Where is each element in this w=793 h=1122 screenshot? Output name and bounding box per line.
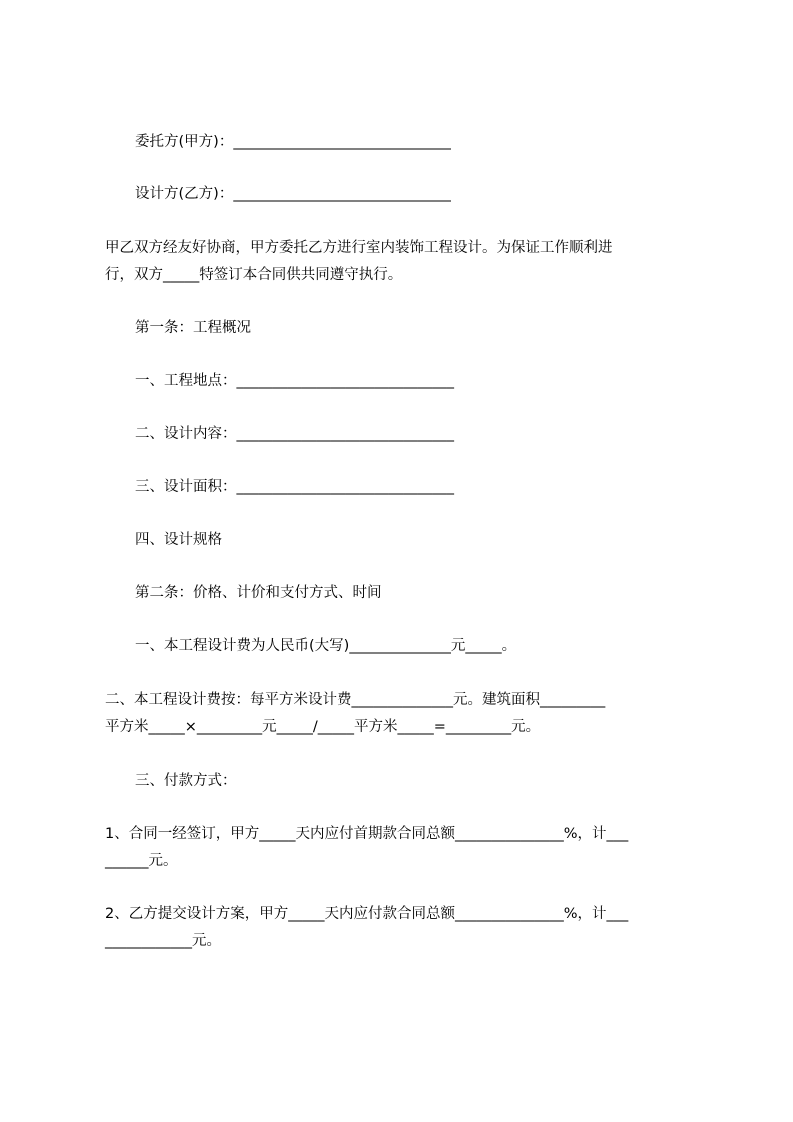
designer-line: 设计方(乙方)：______________________________ — [135, 186, 451, 202]
fee-calculation-line-2: 平方米_____×_________元_____/_____平方米_____=_________元。 — [105, 719, 541, 735]
payment-item-2-line-1: 2、乙方提交设计方案，甲方_____天内应付款合同总额_______________%，计___ — [105, 906, 629, 922]
payment-item-1-line-1: 1、合同一经签订，甲方_____天内应付首期款合同总额_______________%，计___ — [105, 826, 629, 842]
intro-paragraph-line-1: 甲乙双方经友好协商，甲方委托乙方进行室内装饰工程设计。为保证工作顺利进 — [105, 240, 613, 256]
design-area-line: 三、设计面积：______________________________ — [135, 479, 454, 495]
design-content-line: 二、设计内容：______________________________ — [135, 426, 454, 442]
payment-method-title: 三、付款方式： — [135, 773, 237, 789]
design-spec-line: 四、设计规格 — [135, 532, 222, 548]
article-1-title: 第一条：工程概况 — [135, 320, 251, 336]
fee-calculation-line-1: 二、本工程设计费按：每平方米设计费______________元。建筑面积_________ — [105, 692, 606, 708]
design-fee-line: 一、本工程设计费为人民币(大写)______________元_____。 — [135, 638, 517, 654]
intro-paragraph-line-2: 行，双方_____特签订本合同供共同遵守执行。 — [105, 267, 403, 283]
client-line: 委托方(甲方)：______________________________ — [135, 134, 451, 150]
project-location-line: 一、工程地点：______________________________ — [135, 373, 454, 389]
payment-item-1-line-2: ______元。 — [105, 853, 178, 869]
article-2-title: 第二条：价格、计价和支付方式、时间 — [135, 585, 382, 601]
payment-item-2-line-2: ____________元。 — [105, 933, 221, 949]
